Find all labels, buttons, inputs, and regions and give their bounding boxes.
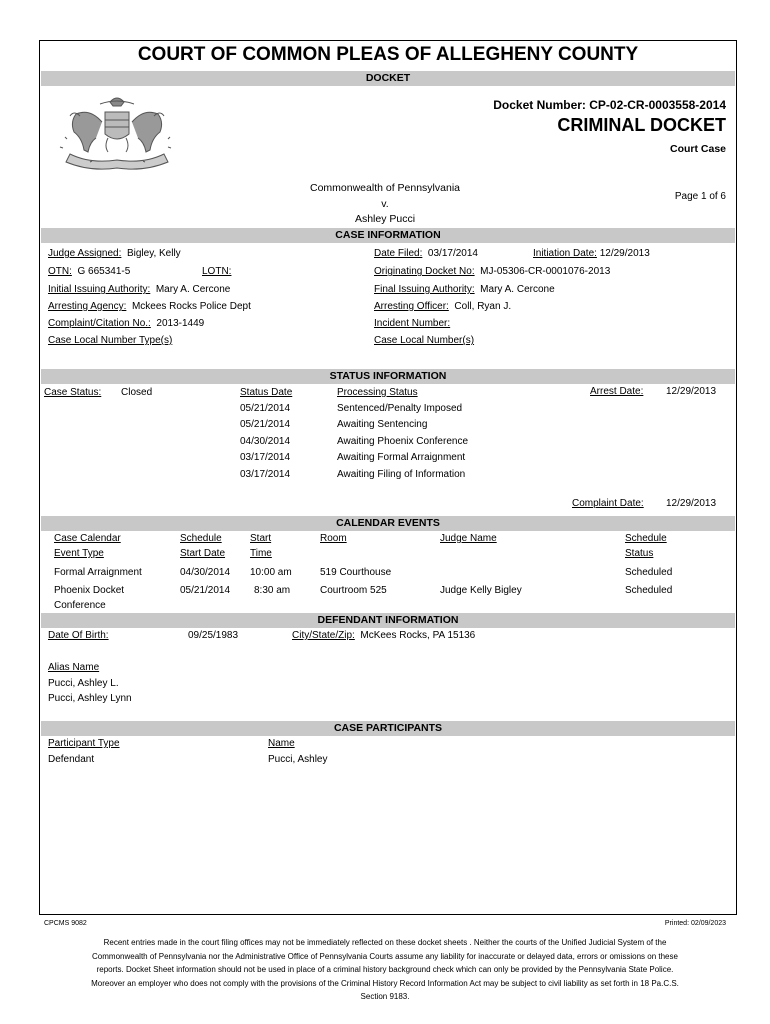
col-room-text: Room: [320, 533, 347, 544]
col-start-line2: Time: [250, 548, 272, 559]
dob-label: [48, 630, 109, 641]
lotn-label-text: LOTN:: [202, 266, 232, 277]
status-row-status: Awaiting Filing of Information: [337, 469, 466, 480]
otn-label: OTN:: [48, 266, 72, 277]
col-sched-line2: Start Date: [180, 548, 226, 559]
col-schedule-status-2: [625, 548, 653, 559]
status-row-date: 05/21/2014: [240, 419, 291, 430]
status-information-bar: STATUS INFORMATION: [41, 369, 735, 384]
final-authority-value: Mary A. Cercone: [480, 284, 555, 295]
date-filed-value: 03/17/2014: [427, 248, 478, 259]
col-schedule-date: [180, 533, 222, 544]
arrest-date-label: [590, 386, 643, 397]
col-event-type-2: [54, 548, 104, 559]
participant-name-header-text: Name: [268, 738, 295, 749]
arresting-officer-row: [374, 301, 511, 312]
complaint-date-label-text: Complaint Date:: [572, 498, 644, 509]
date-filed-label: Date Filed:: [374, 248, 423, 259]
case-status-label-text: Case Status:: [44, 387, 102, 398]
col-schedule-date-2: [180, 548, 225, 559]
versus: v.: [381, 198, 389, 210]
docket-number: Docket Number: CP-02-CR-0003558-2014: [493, 98, 726, 112]
plaintiff: Commonwealth of Pennsylvania: [310, 182, 460, 194]
participant-type: Defendant: [48, 754, 95, 765]
court-title: COURT OF COMMON PLEAS OF ALLEGHENY COUNTY: [137, 44, 639, 65]
col-judge-name: [440, 533, 497, 544]
local-number-label: [374, 335, 474, 346]
event-date: 04/30/2014: [180, 567, 231, 578]
col-start-time-2: [250, 548, 272, 559]
lotn-label: [202, 266, 231, 277]
col-event-type: [54, 533, 121, 544]
originating-docket-row: [374, 266, 610, 277]
event-type: Phoenix Docket: [54, 585, 125, 596]
alias-label-text: Alias Name: [48, 662, 100, 673]
otn-row: [48, 266, 130, 277]
event-room: 519 Courthouse: [320, 567, 392, 578]
arresting-agency-row: [48, 301, 251, 312]
initial-authority-label: Initial Issuing Authority:: [48, 284, 151, 295]
defendant-name: Ashley Pucci: [354, 213, 416, 225]
arrest-date-label-text: Arrest Date:: [590, 386, 644, 397]
judge-label: Judge Assigned:: [48, 248, 122, 259]
event-status: Scheduled: [625, 567, 673, 578]
pennsylvania-coat-of-arms-icon: [50, 92, 185, 172]
initiation-date-row: [533, 248, 650, 259]
csz-value: McKees Rocks, PA 15136: [360, 630, 476, 641]
calendar-events-bar: CALENDAR EVENTS: [41, 516, 735, 531]
status-row-date: 03/17/2014: [240, 469, 291, 480]
arresting-officer-label: Arresting Officer:: [374, 301, 449, 312]
status-row-status: Awaiting Formal Arraignment: [337, 452, 466, 463]
event-status: Scheduled: [625, 585, 673, 596]
court-case-label: Court Case: [669, 143, 726, 155]
case-status-value: Closed: [121, 387, 153, 398]
dob-value: 09/25/1983: [188, 630, 239, 641]
processing-status-header-text: Processing Status: [337, 387, 418, 398]
col-room: [320, 533, 347, 544]
status-row-date: 04/30/2014: [240, 436, 291, 447]
event-time: 8:30 am: [254, 585, 291, 596]
col-status-line1: Schedule: [625, 533, 667, 544]
arresting-officer-value: Coll, Ryan J.: [454, 301, 512, 312]
orig-docket-value: MJ-05306-CR-0001076-2013: [480, 266, 611, 277]
participant-name-header: [268, 738, 295, 749]
judge-value: Bigley, Kelly: [126, 248, 181, 259]
docket-type: CRIMINAL DOCKET: [557, 115, 726, 135]
dob-label-text: Date Of Birth:: [48, 630, 109, 641]
incident-number-label: [374, 318, 450, 329]
event-date: 05/21/2014: [180, 585, 231, 596]
date-filed-row: [374, 248, 478, 259]
defendant-information-bar: DEFENDANT INFORMATION: [41, 613, 735, 628]
status-row-status: Sentenced/Penalty Imposed: [337, 403, 463, 414]
incident-label-text: Incident Number:: [374, 318, 451, 329]
col-start-line1: Start: [250, 533, 272, 544]
event-time: 10:00 am: [250, 567, 292, 578]
col-judge-text: Judge Name: [440, 533, 497, 544]
initiation-label: Initiation Date:: [533, 248, 597, 259]
status-row-status: Awaiting Sentencing: [337, 419, 428, 430]
form-id: CPCMS 9082: [44, 920, 87, 927]
status-row-date: 03/17/2014: [240, 452, 291, 463]
alias-item: Pucci, Ashley Lynn: [48, 693, 132, 704]
csz-label: City/State/Zip:: [292, 630, 355, 641]
processing-status-header: [337, 387, 418, 398]
complaint-date-label: [572, 498, 644, 509]
judge-assigned-row: [48, 248, 181, 259]
event-type: Formal Arraignment: [54, 567, 142, 578]
city-state-zip-row: [292, 630, 475, 641]
participant-name: Pucci, Ashley: [268, 754, 328, 765]
complaint-row: [48, 318, 204, 329]
initial-authority-value: Mary A. Cercone: [155, 284, 231, 295]
local-number-type-label: [48, 335, 172, 346]
case-status-label: [44, 387, 101, 398]
otn-value: G 665341-5: [77, 266, 131, 277]
alias-name-label: [48, 662, 99, 673]
complaint-value: 2013-1449: [156, 318, 205, 329]
status-row-date: 05/21/2014: [240, 403, 291, 414]
page-number: Page 1 of 6: [674, 191, 726, 202]
event-type-2: Conference: [54, 600, 106, 611]
orig-docket-label: Originating Docket No:: [374, 266, 475, 277]
initial-authority-row: [48, 284, 230, 295]
col-event-line1: Case Calendar: [54, 533, 121, 544]
event-judge: Judge Kelly Bigley: [440, 585, 522, 596]
case-information-bar: CASE INFORMATION: [41, 228, 735, 243]
arresting-agency-label: Arresting Agency:: [48, 301, 127, 312]
col-start-time: [250, 533, 271, 544]
col-sched-line1: Schedule: [180, 533, 222, 544]
participant-type-header: [48, 738, 120, 749]
col-status-line2: Status: [625, 548, 654, 559]
complaint-date-value: 12/29/2013: [666, 498, 717, 509]
final-authority-row: [374, 284, 555, 295]
disclaimer: Recent entries made in the court filing offices may not be immediately reflected on these docket sheets . Neither the courts of the Unified Judicial System of the Commonwealth of Pennsylvania nor the Administrative Office of Pennsylvania Courts assume any liability for inaccurate or delayed data, errors or omissions on these reports. Docket Sheet information should not be used in place of a criminal history background check which can only be provided by the Pennsylvania State Police. Moreover an employer who does not comply with the provisions of the Criminal History Record Information Act may be subject to civil liability as set forth in 18 Pa.C.S. Section 9183.: [91, 938, 679, 1001]
final-authority-label: Final Issuing Authority:: [374, 284, 475, 295]
case-participants-bar: CASE PARTICIPANTS: [41, 721, 735, 736]
printed-date: Printed: 02/09/2023: [664, 920, 726, 927]
status-date-header: [240, 387, 292, 398]
arrest-date-value: 12/29/2013: [666, 386, 717, 397]
col-schedule-status: [625, 533, 667, 544]
participant-type-header-text: Participant Type: [48, 738, 120, 749]
initiation-value: 12/29/2013: [599, 248, 650, 259]
complaint-label: Complaint/Citation No.:: [48, 318, 151, 329]
col-event-line2: Event Type: [54, 548, 104, 559]
alias-item: Pucci, Ashley L.: [48, 678, 119, 689]
event-room: Courtroom 525: [320, 585, 387, 596]
status-date-header-text: Status Date: [240, 387, 293, 398]
docket-bar: DOCKET: [41, 71, 735, 86]
status-row-status: Awaiting Phoenix Conference: [337, 436, 469, 447]
local-number-text: Case Local Number(s): [374, 335, 475, 346]
local-type-text: Case Local Number Type(s): [48, 335, 173, 346]
arresting-agency-value: Mckees Rocks Police Dept: [131, 301, 251, 312]
